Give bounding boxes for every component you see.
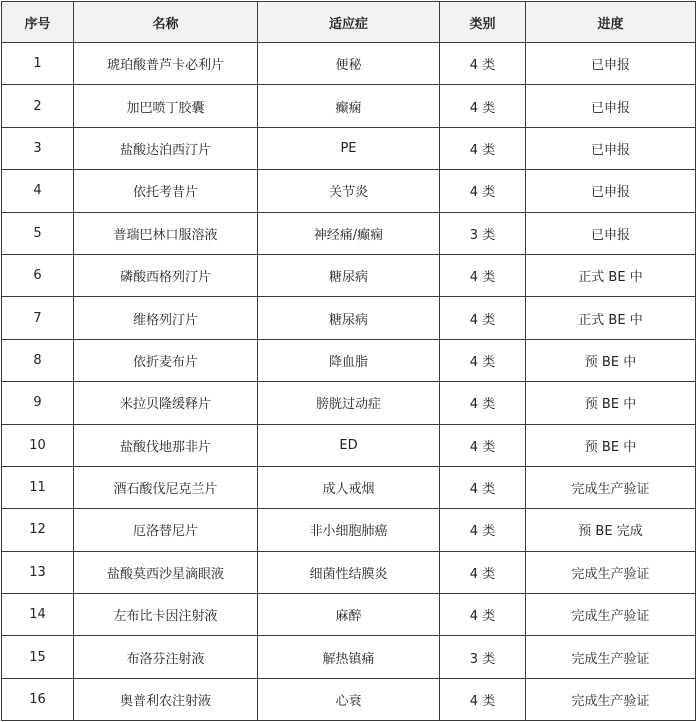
cell-index: 15	[2, 636, 74, 678]
cell-name: 盐酸莫西沙星滴眼液	[74, 551, 258, 593]
cell-category: 4 类	[440, 466, 526, 508]
table-row	[2, 85, 696, 127]
cell-index: 8	[2, 339, 74, 381]
table-row	[2, 170, 696, 212]
cell-category: 4 类	[440, 678, 526, 720]
table-row	[2, 594, 696, 636]
cell-progress: 预 BE 完成	[526, 509, 696, 551]
cell-name: 依托考昔片	[74, 170, 258, 212]
cell-name: 磷酸西格列汀片	[74, 254, 258, 296]
cell-indication: 关节炎	[258, 170, 440, 212]
cell-name: 依折麦布片	[74, 339, 258, 381]
cell-index: 4	[2, 170, 74, 212]
cell-category: 4 类	[440, 509, 526, 551]
cell-category: 4 类	[440, 85, 526, 127]
cell-index: 1	[2, 43, 74, 85]
table-row	[2, 678, 696, 720]
header-row	[2, 2, 696, 43]
cell-index: 10	[2, 424, 74, 466]
cell-progress: 预 BE 中	[526, 339, 696, 381]
cell-index: 9	[2, 382, 74, 424]
cell-indication: 成人戒烟	[258, 466, 440, 508]
cell-indication: 癫痫	[258, 85, 440, 127]
table-row	[2, 636, 696, 678]
cell-index: 11	[2, 466, 74, 508]
cell-indication: PE	[258, 127, 440, 169]
table-row	[2, 212, 696, 254]
table-row	[2, 551, 696, 593]
cell-category: 4 类	[440, 170, 526, 212]
cell-index: 2	[2, 85, 74, 127]
cell-index: 7	[2, 297, 74, 339]
header-indication: 适应症	[258, 2, 440, 43]
table-row	[2, 466, 696, 508]
cell-name: 米拉贝隆缓释片	[74, 382, 258, 424]
cell-name: 酒石酸伐尼克兰片	[74, 466, 258, 508]
cell-category: 3 类	[440, 212, 526, 254]
cell-indication: 非小细胞肺癌	[258, 509, 440, 551]
cell-index: 12	[2, 509, 74, 551]
table-row	[2, 509, 696, 551]
cell-index: 16	[2, 678, 74, 720]
cell-indication: 心衰	[258, 678, 440, 720]
cell-name: 琥珀酸普芦卡必利片	[74, 43, 258, 85]
cell-category: 4 类	[440, 551, 526, 593]
table-row	[2, 127, 696, 169]
table-row	[2, 382, 696, 424]
cell-category: 4 类	[440, 254, 526, 296]
cell-index: 13	[2, 551, 74, 593]
cell-progress: 完成生产验证	[526, 636, 696, 678]
cell-progress: 完成生产验证	[526, 678, 696, 720]
cell-index: 5	[2, 212, 74, 254]
cell-index: 14	[2, 594, 74, 636]
cell-category: 4 类	[440, 297, 526, 339]
cell-progress: 已申报	[526, 170, 696, 212]
cell-index: 6	[2, 254, 74, 296]
table-body	[2, 43, 696, 721]
table-row	[2, 424, 696, 466]
cell-progress: 正式 BE 中	[526, 297, 696, 339]
cell-name: 加巴喷丁胶囊	[74, 85, 258, 127]
cell-name: 布洛芬注射液	[74, 636, 258, 678]
cell-progress: 预 BE 中	[526, 424, 696, 466]
cell-name: 左布比卡因注射液	[74, 594, 258, 636]
cell-indication: 便秘	[258, 43, 440, 85]
cell-progress: 已申报	[526, 127, 696, 169]
table-row	[2, 339, 696, 381]
header-name: 名称	[74, 2, 258, 43]
cell-progress: 正式 BE 中	[526, 254, 696, 296]
cell-category: 4 类	[440, 424, 526, 466]
cell-progress: 已申报	[526, 85, 696, 127]
cell-indication: 神经痛/癫痫	[258, 212, 440, 254]
cell-progress: 完成生产验证	[526, 551, 696, 593]
cell-indication: ED	[258, 424, 440, 466]
cell-name: 厄洛替尼片	[74, 509, 258, 551]
cell-indication: 解热镇痛	[258, 636, 440, 678]
cell-indication: 糖尿病	[258, 254, 440, 296]
cell-progress: 预 BE 中	[526, 382, 696, 424]
drug-pipeline-table	[1, 1, 696, 721]
cell-progress: 已申报	[526, 212, 696, 254]
cell-category: 4 类	[440, 339, 526, 381]
table-row	[2, 297, 696, 339]
cell-indication: 糖尿病	[258, 297, 440, 339]
cell-indication: 降血脂	[258, 339, 440, 381]
cell-category: 4 类	[440, 43, 526, 85]
cell-name: 盐酸达泊西汀片	[74, 127, 258, 169]
cell-indication: 麻醉	[258, 594, 440, 636]
cell-indication: 细菌性结膜炎	[258, 551, 440, 593]
table-row	[2, 43, 696, 85]
cell-name: 普瑞巴林口服溶液	[74, 212, 258, 254]
cell-category: 4 类	[440, 594, 526, 636]
table-row	[2, 254, 696, 296]
cell-name: 维格列汀片	[74, 297, 258, 339]
cell-progress: 已申报	[526, 43, 696, 85]
cell-name: 盐酸伐地那非片	[74, 424, 258, 466]
cell-index: 3	[2, 127, 74, 169]
cell-progress: 完成生产验证	[526, 594, 696, 636]
cell-name: 奥普利农注射液	[74, 678, 258, 720]
cell-category: 3 类	[440, 636, 526, 678]
header-category: 类别	[440, 2, 526, 43]
cell-category: 4 类	[440, 382, 526, 424]
cell-category: 4 类	[440, 127, 526, 169]
cell-progress: 完成生产验证	[526, 466, 696, 508]
header-progress: 进度	[526, 2, 696, 43]
header-index: 序号	[2, 2, 74, 43]
cell-indication: 膀胱过动症	[258, 382, 440, 424]
